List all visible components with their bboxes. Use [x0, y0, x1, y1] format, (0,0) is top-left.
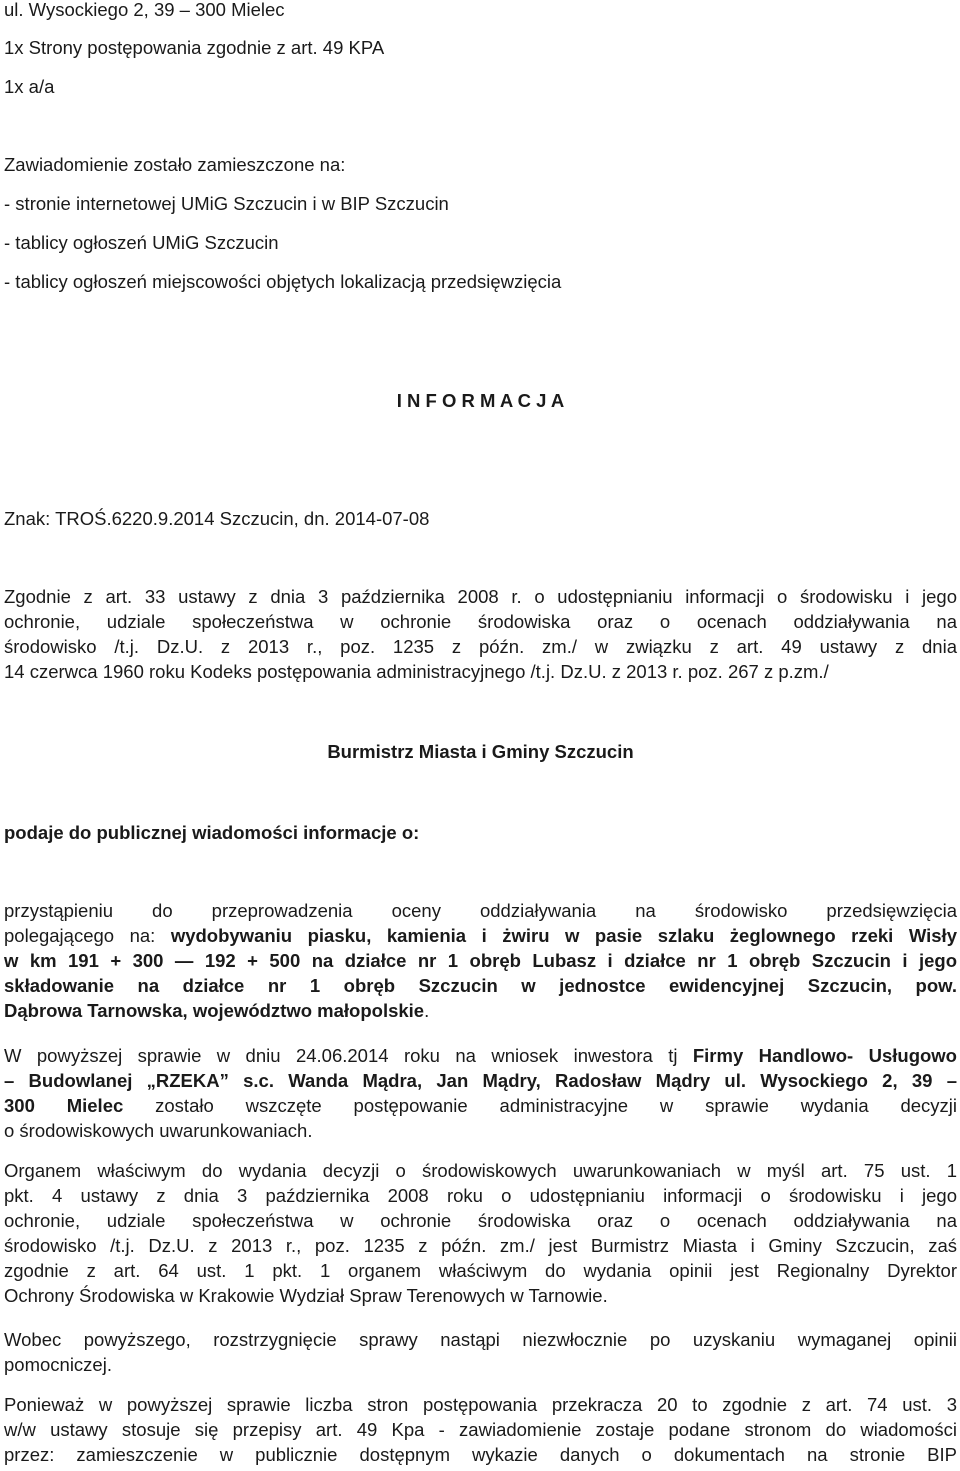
notice-item: - tablicy ogłoszeń UMiG Szczucin — [4, 232, 279, 253]
subject-paragraph — [4, 898, 957, 1023]
paragraph-line: środowisko /t.j. Dz.U. z 2013 r., poz. 1235 z późn. zm./ w związku z art. 49 ustawy z dnia — [4, 636, 957, 657]
paragraph-line: Wobec powyższego, rozstrzygnięcie sprawy nastąpi niezwłocznie po uzyskaniu wymaganej opinii — [4, 1329, 957, 1350]
application-plain-text: zostało wszczęte postępowanie administracyjne w sprawie wydania decyzji — [155, 1095, 957, 1116]
notice-title: Zawiadomienie zostało zamieszczone na: — [4, 154, 346, 175]
paragraph-line — [4, 923, 957, 948]
paragraph-line: Ochrony Środowiska w Krakowie Wydział Spraw Terenowych w Tarnowie. — [4, 1285, 608, 1306]
investor-name: Firmy Handlowo- Usługowo — [692, 1045, 957, 1066]
paragraph-line — [4, 998, 957, 1023]
notice-item: - tablicy ogłoszeń miejscowości objętych lokalizacją przedsięwzięcia — [4, 271, 562, 292]
paragraph-line: w km 191 + 300 — 192 + 500 na działce nr 1 obręb Lubasz i działce nr 1 obręb Szczucin i jego — [4, 950, 957, 971]
paragraph-line: ochronie, udziale społeczeństwa w ochronie środowiska oraz o ocenach oddziaływania na — [4, 1210, 957, 1231]
subject-bold-text: wydobywaniu piasku, kamienia i żwiru w pasie szlaku żeglownego rzeki Wisły — [170, 925, 957, 946]
paragraph-line: pkt. 4 ustawy z dnia 3 października 2008 roku o udostępnianiu informacji o środowisku i jego — [4, 1185, 957, 1206]
paragraph-line: Ponieważ w powyższej sprawie liczba stron postępowania przekracza 20 to zgodnie z art. 74 ust. 3 — [4, 1394, 957, 1415]
copy-aa-line: 1x a/a — [4, 76, 55, 97]
application-plain-text: W powyższej sprawie w dniu 24.06.2014 roku na wniosek inwestora tj — [4, 1045, 693, 1066]
paragraph-line — [4, 1043, 957, 1068]
paragraph-line: w/w ustawy stosuje się przepisy art. 49 Kpa - zawiadomienie zostaje podane stronom do wiadomości — [4, 1419, 957, 1440]
paragraph-line: przez: zamieszczenie w publicznie dostępnym wykazie danych o dokumentach na stronie BIP — [4, 1444, 957, 1465]
paragraph-line — [4, 1093, 957, 1118]
paragraph-line: 14 czerwca 1960 roku Kodeks postępowania administracyjnego /t.j. Dz.U. z 2013 r. poz. 267 z p.zm./ — [4, 661, 829, 682]
reference-line: Znak: TROŚ.6220.9.2014 Szczucin, dn. 2014-07-08 — [4, 508, 430, 529]
legal-basis-paragraph — [4, 584, 957, 684]
application-paragraph — [4, 1043, 957, 1143]
subject-bold-text: Dąbrowa Tarnowska, województwo małopolskie — [4, 1000, 425, 1021]
paragraph-line: składowanie na działce nr 1 obręb Szczucin w jednostce ewidencyjnej Szczucin, pow. — [4, 975, 957, 996]
paragraph-line: Zgodnie z art. 33 ustawy z dnia 3 października 2008 r. o udostępnianiu informacji o środowisku i jego — [4, 586, 957, 607]
authority-name: Burmistrz Miasta i Gminy Szczucin — [327, 741, 634, 762]
subject-plain-text: polegającego na: — [4, 925, 171, 946]
announcement-line: podaje do publicznej wiadomości informacje o: — [4, 822, 420, 843]
document-heading: I N F O R M A C J A — [396, 390, 565, 411]
paragraph-line: ochronie, udziale społeczeństwa w ochronie środowiska oraz o ocenach oddziaływania na — [4, 611, 957, 632]
paragraph-line: przystąpieniu do przeprowadzenia oceny oddziaływania na środowisko przedsięwzięcia — [4, 900, 957, 921]
copy-parties-line: 1x Strony postępowania zgodnie z art. 49 KPA — [4, 37, 385, 58]
paragraph-line: o środowiskowych uwarunkowaniach. — [4, 1120, 313, 1141]
address-line: ul. Wysockiego 2, 39 – 300 Mielec — [4, 0, 285, 20]
paragraph-line: pomocniczej. — [4, 1354, 112, 1375]
paragraph-line: środowisko /t.j. Dz.U. z 2013 r., poz. 1235 z późn. zm./ jest Burmistrz Miasta i Gminy Szczucin, zaś — [4, 1235, 957, 1256]
paragraph-line: zgodnie z art. 64 ust. 1 pkt. 1 organem właściwym do wydania opinii jest Regionalny Dyrektor — [4, 1260, 957, 1281]
competence-paragraph — [4, 1158, 957, 1308]
notice-item: - stronie internetowej UMiG Szczucin i w BIP Szczucin — [4, 193, 449, 214]
paragraph-line: Organem właściwym do wydania decyzji o środowiskowych uwarunkowaniach w myśl art. 75 ust. 1 — [4, 1160, 957, 1181]
investor-address: 300 Mielec — [4, 1095, 124, 1116]
parties-paragraph — [4, 1392, 957, 1467]
subject-plain-text: . — [424, 1000, 430, 1021]
consequence-paragraph — [4, 1327, 957, 1377]
paragraph-line: – Budowlanej „RZEKA” s.c. Wanda Mądra, Jan Mądry, Radosław Mądry ul. Wysockiego 2, 39 – — [4, 1070, 957, 1091]
